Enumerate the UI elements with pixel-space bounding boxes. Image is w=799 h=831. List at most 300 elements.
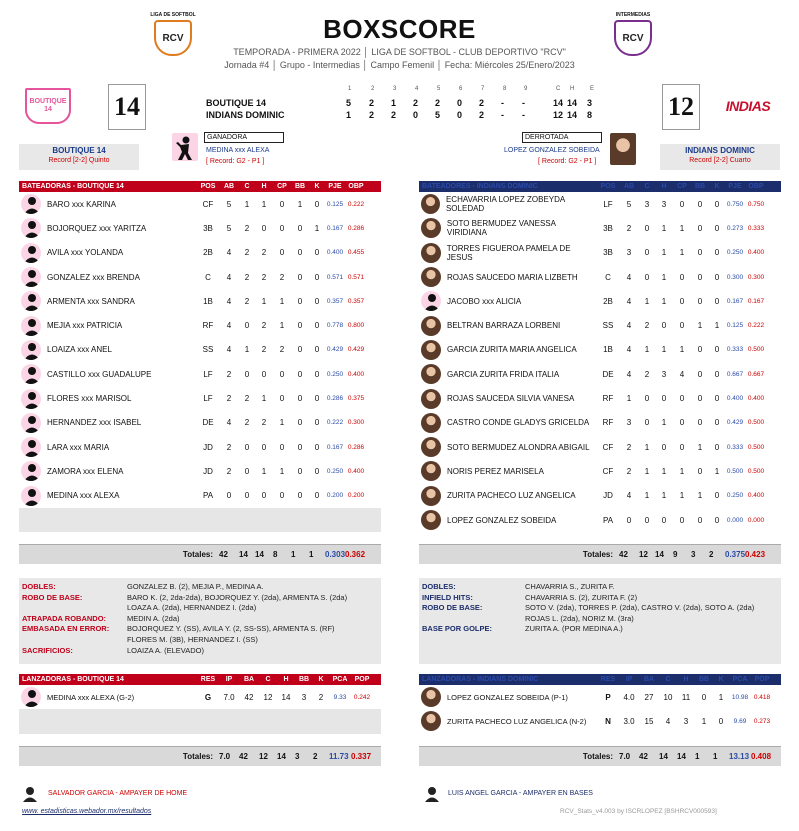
linescore-home-name: BOUTIQUE 14 xyxy=(206,98,267,108)
stat-h: 1 xyxy=(261,296,267,306)
stat-bb: 1 xyxy=(297,199,303,209)
column-header: PJE xyxy=(328,183,342,190)
stat-bb: 0 xyxy=(697,272,703,282)
stat-bb: 0 xyxy=(297,466,303,476)
stat-obp: 0.429 xyxy=(347,346,365,354)
total-bb: 1 xyxy=(291,550,296,560)
total-ip: 7.0 xyxy=(219,751,231,761)
player-cell xyxy=(19,218,197,238)
winning-pitcher-icon xyxy=(172,133,198,161)
table-header xyxy=(419,181,781,192)
player-avatar-icon xyxy=(21,291,41,311)
inning-score: 5 xyxy=(346,98,352,108)
inning-score: 5 xyxy=(435,110,441,120)
results-link[interactable]: www. estadisticas.webador.mx/resultados xyxy=(22,808,152,815)
stat-pos: JD xyxy=(203,442,213,452)
stat-cp: 0 xyxy=(279,199,285,209)
stat-pje: 0.571 xyxy=(326,273,344,281)
stat-cp: 1 xyxy=(279,296,285,306)
column-header: C xyxy=(665,676,671,683)
stat-pje: 0.286 xyxy=(326,395,344,403)
stat-c: 0 xyxy=(244,466,250,476)
player-photo xyxy=(421,218,441,238)
table-row xyxy=(19,192,381,216)
stat-pca: 9.33 xyxy=(333,693,347,701)
stat-h: 2 xyxy=(261,248,267,258)
stat-cp: 0 xyxy=(679,199,685,209)
stat-pje: 0.250 xyxy=(726,492,744,500)
stat-h: 1 xyxy=(261,394,267,404)
inning-score: 2 xyxy=(435,98,441,108)
stat-k: 0 xyxy=(714,248,720,258)
table-row xyxy=(419,459,781,483)
stat-obp: 0.400 xyxy=(347,370,365,378)
stat-cp: 1 xyxy=(679,466,685,476)
total-header: C xyxy=(556,86,561,92)
inning-header: 6 xyxy=(459,86,463,92)
away-team-logo: INDIAS xyxy=(725,98,771,114)
stat-pje: 0.222 xyxy=(326,419,344,427)
stat-pos: LF xyxy=(203,369,213,379)
stat-c: 2 xyxy=(244,296,250,306)
stat-obp: 0.800 xyxy=(347,322,365,330)
empty-row xyxy=(19,508,381,532)
stat-h: 0 xyxy=(261,442,267,452)
inning-header: 3 xyxy=(393,86,397,92)
away-score: 12 xyxy=(662,84,700,130)
stat-bb: 0 xyxy=(297,248,303,258)
stat-obp: 0.400 xyxy=(747,395,765,403)
note-label: DOBLES: xyxy=(422,582,456,591)
stat-h: 2 xyxy=(261,321,267,331)
player-photo xyxy=(421,437,441,457)
table-row xyxy=(419,313,781,337)
rcv-shield-icon: RCV xyxy=(614,20,652,56)
stat-obp: 0.222 xyxy=(347,200,365,208)
stat-pos: 1B xyxy=(603,345,613,355)
stat-pos: C xyxy=(205,272,211,282)
player-cell xyxy=(419,364,597,384)
player-photo xyxy=(421,364,441,384)
player-photo xyxy=(421,711,441,731)
stat-res: N xyxy=(605,716,611,726)
stat-pos: RF xyxy=(202,321,214,331)
version-text: RCV_Stats_v4.003 by ISCRLOPEZ [BSHRCV000593] xyxy=(560,808,717,815)
stat-ab: 4 xyxy=(626,491,632,501)
home-batting-table xyxy=(19,181,381,564)
player-avatar-icon xyxy=(21,194,41,214)
column-header: AB xyxy=(623,183,635,190)
stat-cp: 1 xyxy=(279,321,285,331)
player-name: GONZALEZ xxx BRENDA xyxy=(47,272,140,282)
stat-pje: 0.400 xyxy=(326,249,344,257)
stat-c: 1 xyxy=(644,442,650,452)
stat-pje: 0.200 xyxy=(326,492,344,500)
inning-score: 2 xyxy=(369,110,375,120)
stat-bb: 0 xyxy=(697,418,703,428)
stat-obp: 0.500 xyxy=(747,443,765,451)
total-c: 14 xyxy=(659,751,668,761)
stat-c: 12 xyxy=(263,692,273,702)
inning-score: 1 xyxy=(346,110,352,120)
stat-ab: 4 xyxy=(626,345,632,355)
player-avatar-icon xyxy=(21,687,41,707)
stat-pos: CF xyxy=(202,199,214,209)
total-k: 1 xyxy=(713,751,718,761)
win-pitcher-name: MEDINA xxx ALEXA xyxy=(206,147,270,154)
stat-cp: 0 xyxy=(679,442,685,452)
total-ba: 42 xyxy=(239,751,248,761)
table-row xyxy=(419,411,781,435)
stat-ab: 2 xyxy=(226,394,232,404)
note-value: ROJAS L. (2da), NORIZ M. (3ra) xyxy=(525,613,634,623)
total-c: 14 xyxy=(239,550,248,560)
stat-k: 1 xyxy=(718,692,724,702)
player-cell xyxy=(419,194,597,214)
column-header: PJE xyxy=(728,183,742,190)
stat-k: 0 xyxy=(314,321,320,331)
inning-score: 0 xyxy=(457,110,463,120)
player-cell xyxy=(19,461,197,481)
stat-bb: 0 xyxy=(297,418,303,428)
inning-header: 4 xyxy=(415,86,419,92)
stat-ab: 4 xyxy=(226,296,232,306)
table-row xyxy=(419,709,781,733)
totals-label: Totales: xyxy=(582,751,613,761)
bases-umpire: LUIS ANGEL GARCIA - AMPAYER EN BASES xyxy=(448,790,593,797)
table-row xyxy=(19,459,381,483)
player-avatar-icon xyxy=(421,291,441,311)
stat-ab: 4 xyxy=(626,369,632,379)
stat-k: 0 xyxy=(714,418,720,428)
player-photo xyxy=(421,340,441,360)
player-avatar-icon xyxy=(21,486,41,506)
stat-pje: 0.250 xyxy=(326,370,344,378)
spacer xyxy=(19,532,381,544)
stat-h: 1 xyxy=(661,418,667,428)
stat-c: 4 xyxy=(665,716,671,726)
stat-ab: 5 xyxy=(226,223,232,233)
column-header: K xyxy=(714,183,720,190)
stat-h: 11 xyxy=(681,692,691,702)
player-photo xyxy=(421,267,441,287)
pitcher-name: ZURITA PACHECO LUZ ANGELICA (N-2) xyxy=(447,716,587,726)
table-row xyxy=(419,289,781,313)
stat-obp: 0.200 xyxy=(347,492,365,500)
stat-bb: 0 xyxy=(297,296,303,306)
column-header: BB xyxy=(298,676,310,683)
total-h: 14 xyxy=(567,98,578,108)
stat-cp: 1 xyxy=(679,345,685,355)
stat-ab: 4 xyxy=(226,345,232,355)
total-k: 2 xyxy=(313,751,318,761)
table-title: LANZADORAS - INDIANS DOMINIC xyxy=(422,676,539,683)
stat-cp: 0 xyxy=(279,442,285,452)
stat-cp: 2 xyxy=(279,345,285,355)
player-name: BARO xxx KARINA xyxy=(47,199,116,209)
table-row xyxy=(19,338,381,362)
stat-h: 1 xyxy=(661,491,667,501)
stat-pje: 0.357 xyxy=(326,297,344,305)
stat-pos: LF xyxy=(203,394,213,404)
player-cell xyxy=(19,389,197,409)
stat-ip: 4.0 xyxy=(623,692,635,702)
empty-row xyxy=(19,709,381,733)
stat-bb: 0 xyxy=(697,345,703,355)
stat-bb: 0 xyxy=(297,272,303,282)
inning-score: - xyxy=(501,98,504,108)
player-name: LARA xxx MARIA xyxy=(47,442,110,452)
win-pitcher-record: [ Record: G2 - P1 ] xyxy=(206,158,265,165)
column-header: C xyxy=(265,676,271,683)
totals-label: Totales: xyxy=(182,751,213,761)
table-row xyxy=(19,685,381,709)
stat-cp: 4 xyxy=(679,369,685,379)
column-header: H xyxy=(683,676,689,683)
stat-pje: 0.429 xyxy=(726,419,744,427)
table-row xyxy=(19,386,381,410)
player-avatar-icon xyxy=(21,340,41,360)
inning-header: 8 xyxy=(503,86,507,92)
player-name: CASTRO CONDE GLADYS GRICELDA xyxy=(447,418,590,428)
stat-obp: 0.300 xyxy=(347,419,365,427)
home-notes xyxy=(19,578,381,664)
table-row xyxy=(419,192,781,216)
stat-bb: 0 xyxy=(297,442,303,452)
group-logo: INTERMEDIAS RCV xyxy=(610,12,656,58)
player-cell xyxy=(419,218,597,238)
stat-ab: 0 xyxy=(226,491,232,501)
stat-pos: SS xyxy=(202,345,214,355)
inning-header: 2 xyxy=(371,86,375,92)
total-ab: 42 xyxy=(219,550,228,560)
inning-score: 2 xyxy=(391,110,397,120)
note-label: ATRAPADA ROBANDO: xyxy=(22,613,107,623)
pitcher-cell xyxy=(419,711,597,731)
stat-pos: 3B xyxy=(603,223,613,233)
stat-pje: 0.125 xyxy=(726,322,744,330)
stat-obp: 0.222 xyxy=(747,322,765,330)
stat-pos: CF xyxy=(602,466,614,476)
player-cell xyxy=(419,437,597,457)
column-header: CP xyxy=(677,183,687,190)
stat-pos: 1B xyxy=(203,296,213,306)
total-header: H xyxy=(570,86,575,92)
stat-h: 0 xyxy=(261,223,267,233)
stat-ab: 3 xyxy=(626,418,632,428)
player-cell xyxy=(419,267,597,287)
stat-cp: 0 xyxy=(679,296,685,306)
inning-header: 5 xyxy=(437,86,441,92)
stat-h: 1 xyxy=(661,296,667,306)
table-row xyxy=(419,386,781,410)
column-header: POP xyxy=(754,676,770,683)
inning-score: 0 xyxy=(413,110,419,120)
column-header: OBP xyxy=(348,183,364,190)
totals-row xyxy=(19,746,381,766)
total-k: 1 xyxy=(309,550,314,560)
player-name: MEJIA xxx PATRICIA xyxy=(47,321,123,331)
stat-pje: 0.250 xyxy=(726,249,744,257)
note-label: ROBO DE BASE: xyxy=(22,592,83,602)
player-cell xyxy=(419,461,597,481)
stat-h: 1 xyxy=(661,466,667,476)
table-row xyxy=(19,484,381,508)
stat-obp: 0.286 xyxy=(347,443,365,451)
stat-c: 1 xyxy=(244,345,250,355)
player-avatar-icon xyxy=(21,243,41,263)
stat-ab: 4 xyxy=(626,272,632,282)
total-ip: 7.0 xyxy=(619,751,631,761)
stat-ab: 2 xyxy=(226,442,232,452)
stat-k: 0 xyxy=(714,369,720,379)
linescore-away-name: INDIANS DOMINIC xyxy=(206,110,285,120)
stat-obp: 0.000 xyxy=(747,516,765,524)
home-pitching-table xyxy=(19,674,381,766)
stat-bb: 0 xyxy=(297,491,303,501)
stat-ab: 2 xyxy=(626,223,632,233)
table-row xyxy=(19,435,381,459)
player-cell xyxy=(19,316,197,336)
player-avatar-icon xyxy=(21,413,41,433)
stat-k: 0 xyxy=(314,345,320,355)
stat-bb: 1 xyxy=(697,491,703,501)
stat-bb: 0 xyxy=(697,515,703,525)
column-header: IP xyxy=(625,676,633,683)
stat-c: 0 xyxy=(244,369,250,379)
stat-ab: 4 xyxy=(226,248,232,258)
stat-k: 2 xyxy=(318,692,324,702)
stat-ab: 5 xyxy=(226,199,232,209)
stat-cp: 1 xyxy=(279,418,285,428)
stat-obp: 0.167 xyxy=(747,297,765,305)
player-name: LOPEZ GONZALEZ SOBEIDA xyxy=(447,515,557,525)
stat-obp: 0.286 xyxy=(347,224,365,232)
total-header: E xyxy=(590,86,595,92)
stat-pje: 0.778 xyxy=(326,322,344,330)
stat-ab: 4 xyxy=(626,296,632,306)
league-logo: LIGA DE SOFTBOL RCV xyxy=(150,12,196,58)
stat-h: 1 xyxy=(261,466,267,476)
stat-cp: 1 xyxy=(679,248,685,258)
total-k: 2 xyxy=(709,550,714,560)
column-header: CP xyxy=(277,183,287,190)
column-header: RES xyxy=(200,676,216,683)
stat-k: 0 xyxy=(714,199,720,209)
stat-h: 2 xyxy=(261,345,267,355)
stat-pos: PA xyxy=(202,491,214,501)
stat-c: 0 xyxy=(644,248,650,258)
stat-ab: 4 xyxy=(226,272,232,282)
inning-header: 9 xyxy=(524,86,528,92)
stat-pca: 10.98 xyxy=(731,693,749,701)
stat-h: 14 xyxy=(281,692,291,702)
inning-score: 2 xyxy=(479,110,485,120)
column-header: BB xyxy=(294,183,306,190)
total-bb: 3 xyxy=(691,550,696,560)
stat-cp: 0 xyxy=(279,223,285,233)
stat-c: 1 xyxy=(644,296,650,306)
stat-obp: 0.571 xyxy=(347,273,365,281)
stat-bb: 0 xyxy=(697,248,703,258)
inning-score: 0 xyxy=(457,98,463,108)
player-avatar-icon xyxy=(21,461,41,481)
stat-pos: JD xyxy=(603,491,613,501)
stat-cp: 0 xyxy=(679,418,685,428)
table-row xyxy=(419,241,781,265)
stat-pje: 0.667 xyxy=(726,370,744,378)
total-c: 14 xyxy=(553,98,564,108)
total-h: 14 xyxy=(277,751,286,761)
table-title: BATEADORES - INDIANS DOMINIC xyxy=(422,183,538,190)
win-label: GANADORA xyxy=(204,132,284,143)
stat-k: 0 xyxy=(714,223,720,233)
totals-row xyxy=(419,544,781,564)
note-label: ROBO DE BASE: xyxy=(422,603,483,613)
stat-k: 0 xyxy=(314,491,320,501)
note-label: SACRIFICIOS: xyxy=(22,645,73,655)
stat-pop: 0.242 xyxy=(353,693,371,701)
totals-row xyxy=(19,544,381,564)
stat-k: 0 xyxy=(314,418,320,428)
stat-pos: RF xyxy=(602,418,614,428)
stat-pop: 0.418 xyxy=(753,693,771,701)
player-name: ROJAS SAUCEDA SILVIA VANESA xyxy=(447,394,575,404)
stat-pje: 0.273 xyxy=(726,224,744,232)
player-photo xyxy=(421,389,441,409)
game-info-line: Jornada #4 │ Grupo - Intermedias │ Campo Femenil │ Fecha: Miércoles 25/Enero/2023 xyxy=(224,60,575,70)
totals-label: Totales: xyxy=(582,550,613,560)
total-h: 14 xyxy=(255,550,264,560)
stat-obp: 0.400 xyxy=(747,249,765,257)
stat-cp: 0 xyxy=(279,369,285,379)
player-cell xyxy=(19,340,197,360)
table-row xyxy=(19,289,381,313)
stat-c: 1 xyxy=(244,199,250,209)
stat-k: 0 xyxy=(314,394,320,404)
stat-pje: 0.333 xyxy=(726,443,744,451)
stat-bb: 0 xyxy=(297,321,303,331)
total-pop: 0.408 xyxy=(751,751,772,761)
column-header: K xyxy=(718,676,724,683)
rcv-shield-icon: RCV xyxy=(154,20,192,56)
table-row xyxy=(19,216,381,240)
player-cell xyxy=(419,510,597,530)
stat-cp: 2 xyxy=(279,272,285,282)
stat-ip: 3.0 xyxy=(623,716,635,726)
stat-c: 0 xyxy=(244,491,250,501)
column-header: BB xyxy=(694,183,706,190)
column-header: K xyxy=(318,676,324,683)
table-row xyxy=(419,484,781,508)
stat-k: 0 xyxy=(714,345,720,355)
column-header: C xyxy=(244,183,250,190)
player-cell xyxy=(419,291,597,311)
player-cell xyxy=(19,291,197,311)
stat-pos: DE xyxy=(602,369,614,379)
stat-pje: 0.500 xyxy=(726,467,744,475)
player-name: SOTO BERMUDEZ ALONDRA ABIGAIL xyxy=(447,442,590,452)
stat-c: 0 xyxy=(244,442,250,452)
player-name: ECHAVARRIA LOPEZ ZOBEYDA SOLEDAD xyxy=(445,195,565,214)
note-value: CHAVARRIA S., ZURITA F. xyxy=(525,582,615,591)
stat-c: 3 xyxy=(644,199,650,209)
player-name: ARMENTA xxx SANDRA xyxy=(47,296,135,306)
stat-bb: 3 xyxy=(301,692,307,702)
total-c: 12 xyxy=(639,550,648,560)
stat-ab: 2 xyxy=(626,442,632,452)
stat-pos: PA xyxy=(602,515,614,525)
